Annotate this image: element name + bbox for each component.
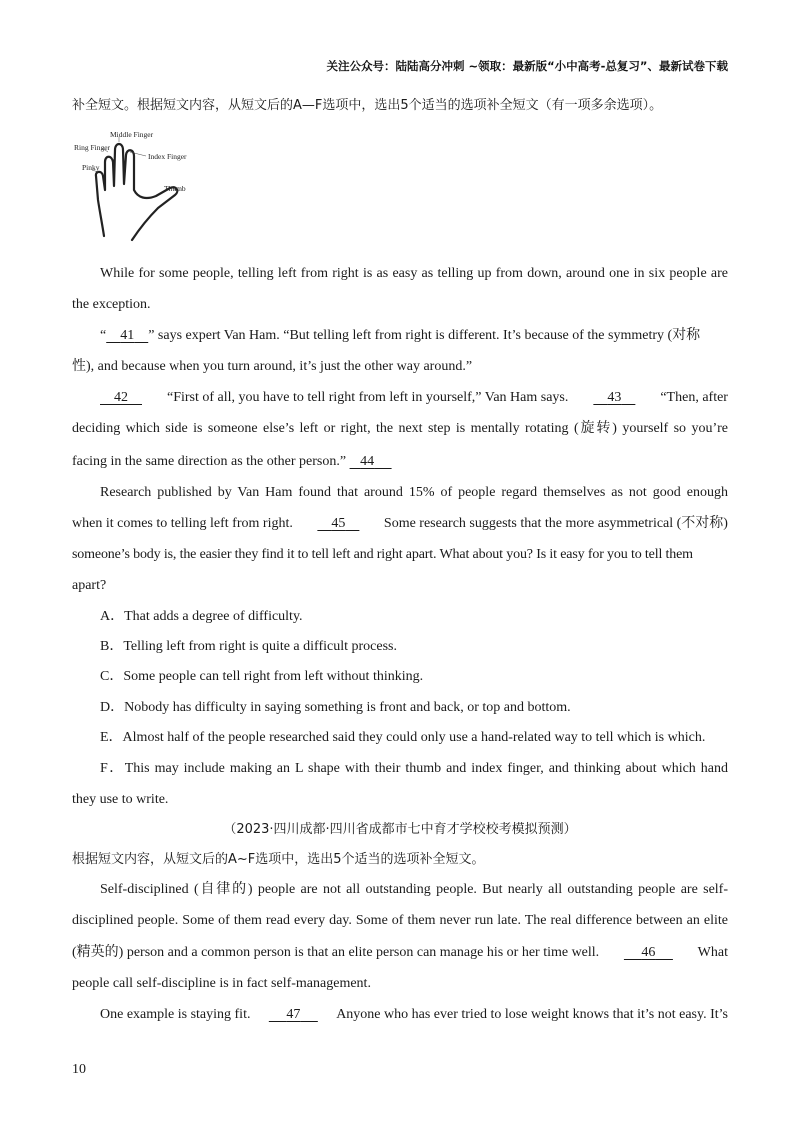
- p2-text-1: ” says expert Van Ham. “But telling left from right is different. It’s because of the symmetry (对称: [148, 328, 701, 343]
- blank-46[interactable]: 46: [641, 945, 656, 960]
- blank-47[interactable]: 47: [286, 1007, 301, 1022]
- p5-line-4: people call self-discipline is in fact self-management.: [72, 976, 371, 991]
- option-f: F．This may include making an L shape with their thumb and index finger, and thinking about which hand: [100, 761, 728, 776]
- p3-line-3: facing in the same direction as the other person.” 44: [72, 452, 728, 472]
- instruction-1: 补全短文。根据短文内容，从短文后的A—F选项中，选出5个适当的选项补全短文（有一项多余选项）。: [72, 98, 663, 113]
- p1-line-1: While for some people, telling left from right is as easy as telling up from down, around one in six people are: [100, 266, 728, 281]
- p4-line-3: someone’s body is, the easier they find it to tell left and right apart. What about you? Is it easy for you to tell them: [72, 547, 693, 562]
- label-ring-finger: Ring Finger: [74, 143, 111, 152]
- page-number: 10: [72, 1062, 86, 1077]
- blank-44[interactable]: 44: [360, 454, 375, 469]
- page-header: 关注公众号：陆陆高分冲刺 ~领取：最新版“小中高考-总复习”、最新试卷下载: [326, 59, 728, 73]
- p2-line-2: 性), and because when you turn around, it’s just the other way around.”: [72, 359, 473, 374]
- p4-line-4: apart?: [72, 578, 107, 593]
- hand-diagram: [74, 128, 224, 248]
- label-index-finger: Index Finger: [148, 152, 187, 161]
- p3-text-1: “First of all, you have to tell right from left in yourself,” Van Ham says.: [166, 390, 569, 405]
- p4-line-1: Research published by Van Ham found that around 15% of people regard themselves as not good enough: [100, 485, 728, 500]
- blank-43[interactable]: 43: [607, 390, 622, 405]
- p5-line-3: (精英的) person and a common person is that an elite person can manage his or her time well. 46 What: [72, 943, 728, 963]
- p3-text-2: “Then, after: [660, 390, 728, 405]
- option-c: C．Some people can tell right from left without thinking.: [100, 669, 424, 684]
- blank-45[interactable]: 45: [331, 516, 346, 531]
- p5-line-1: Self-disciplined (自律的) people are not all outstanding people. But nearly all outstanding people are self-: [100, 882, 728, 897]
- p2-line-1: [100, 326, 728, 346]
- option-d: D．Nobody has difficulty in saying something is front and back, or top and bottom.: [100, 700, 571, 715]
- p1-line-2: the exception.: [72, 297, 151, 312]
- blank-41[interactable]: 41: [120, 328, 135, 343]
- p3-line-2: deciding which side is someone else’s left or right, the next step is mentally rotating (旋转) yourself so you’re: [72, 421, 728, 436]
- instruction-2: 根据短文内容，从短文后的A~F选项中，选出5个适当的选项补全短文。: [72, 852, 485, 867]
- p3-line-1: [100, 388, 728, 408]
- option-f-continued: they use to write.: [72, 792, 169, 807]
- p6-line-1: One example is staying fit. 47 Anyone who has ever tried to lose weight knows that it’s not easy. It’s: [100, 1005, 728, 1025]
- label-pinky: Pinky: [82, 163, 100, 172]
- source-note: （2023·四川成都·四川省成都市七中育才学校校考模拟预测）: [223, 822, 577, 837]
- open-quote: “: [100, 328, 107, 343]
- option-a: A．That adds a degree of difficulty.: [100, 609, 303, 624]
- option-e: E．Almost half of the people researched said they could only use a hand-related way to tell which is which.: [100, 730, 706, 745]
- blank-42[interactable]: 42: [114, 390, 128, 405]
- label-middle-finger: Middle Finger: [110, 130, 154, 139]
- label-thumb: Thumb: [164, 184, 186, 193]
- p5-line-2: disciplined people. Some of them read every day. Some of them never run late. The real difference between an elite: [72, 913, 728, 928]
- option-b: B．Telling left from right is quite a difficult process.: [100, 639, 397, 654]
- p4-line-2: when it comes to telling left from right. 45 Some research suggests that the more asymmetrical (不对称): [72, 514, 728, 534]
